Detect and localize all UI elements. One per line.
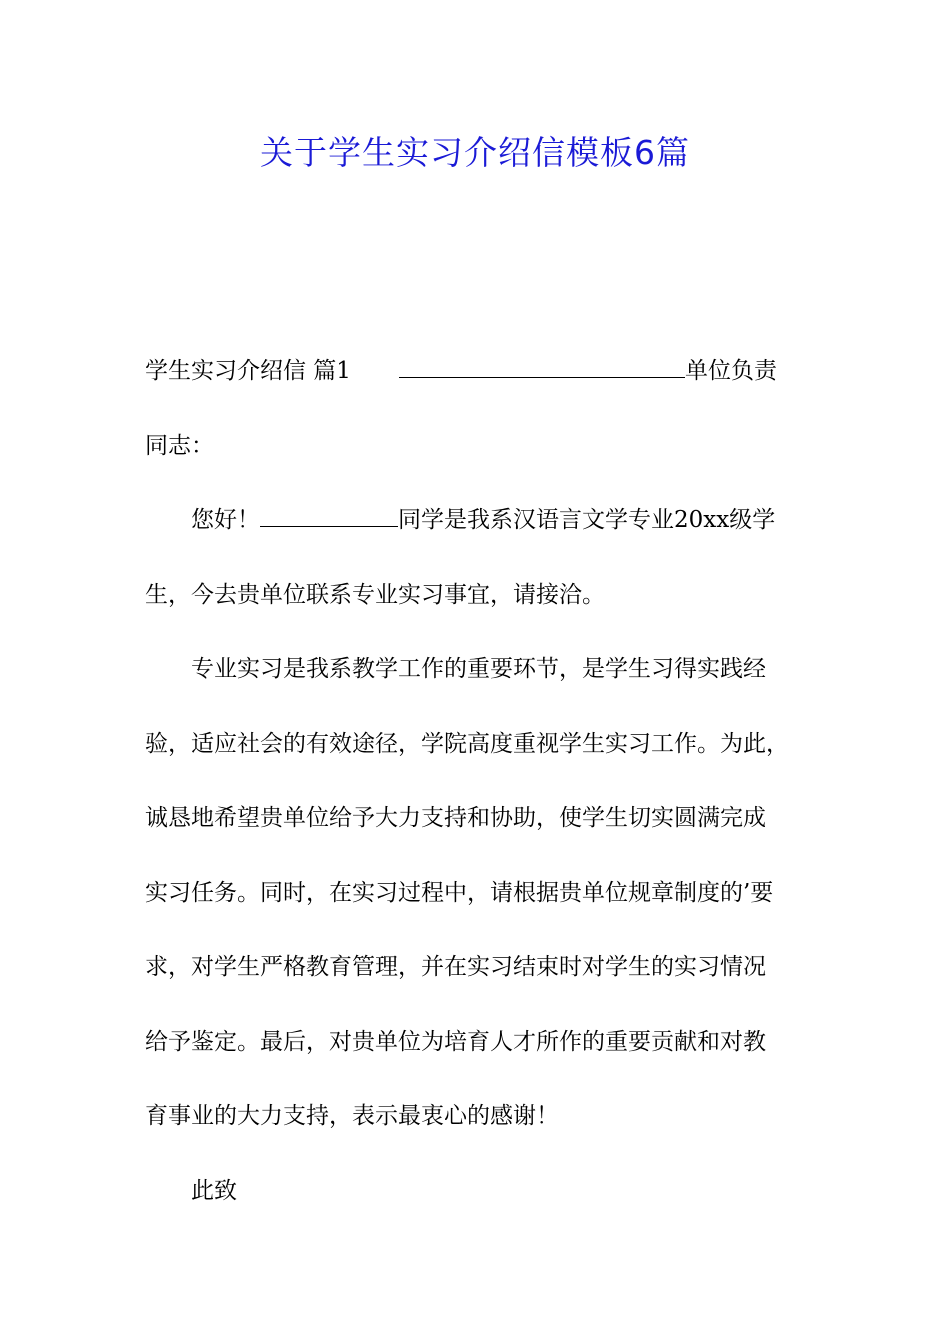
closing-text: 此致 bbox=[191, 1177, 237, 1204]
student-name-blank bbox=[260, 500, 398, 527]
paragraph-line: 验，适应社会的有效途径，学院高度重视学生实习工作。为此， bbox=[145, 730, 789, 757]
section-heading: 学生实习介绍信 篇1 bbox=[145, 358, 351, 384]
document-title: 关于学生实习介绍信模板6篇 bbox=[260, 133, 690, 172]
greeting-text: 您好！ bbox=[191, 507, 260, 533]
letter-line-4: 生，今去贵单位联系专业实习事宜，请接洽。 bbox=[145, 581, 605, 608]
paragraph-line: 诚恳地希望贵单位给予大力支持和协助，使学生切实圆满完成 bbox=[145, 805, 766, 831]
unit-name-blank bbox=[399, 351, 685, 378]
letter-line-1 bbox=[145, 334, 810, 409]
letter-body bbox=[145, 334, 810, 1228]
paragraph-line: 求，对学生严格教育管理，并在实习结束时对学生的实习情况 bbox=[145, 954, 766, 980]
unit-responsible-text: 单位负责 bbox=[684, 358, 777, 384]
letter-line-2: 同志： bbox=[145, 432, 214, 459]
student-intro-text: 同学是我系汉语言文学专业20xx级学 bbox=[398, 507, 776, 533]
paragraph-line: 实习任务。同时，在实习过程中，请根据贵单位规章制度的’要 bbox=[145, 879, 774, 906]
paragraph-line: 专业实习是我系教学工作的重要环节，是学生习得实践经 bbox=[191, 656, 766, 682]
paragraph-line: 育事业的大力支持，表示最衷心的感谢！ bbox=[145, 1103, 559, 1129]
paragraph-line: 给予鉴定。最后，对贵单位为培育人才所作的重要贡献和对教 bbox=[145, 1028, 766, 1055]
letter-line-3 bbox=[145, 483, 810, 558]
